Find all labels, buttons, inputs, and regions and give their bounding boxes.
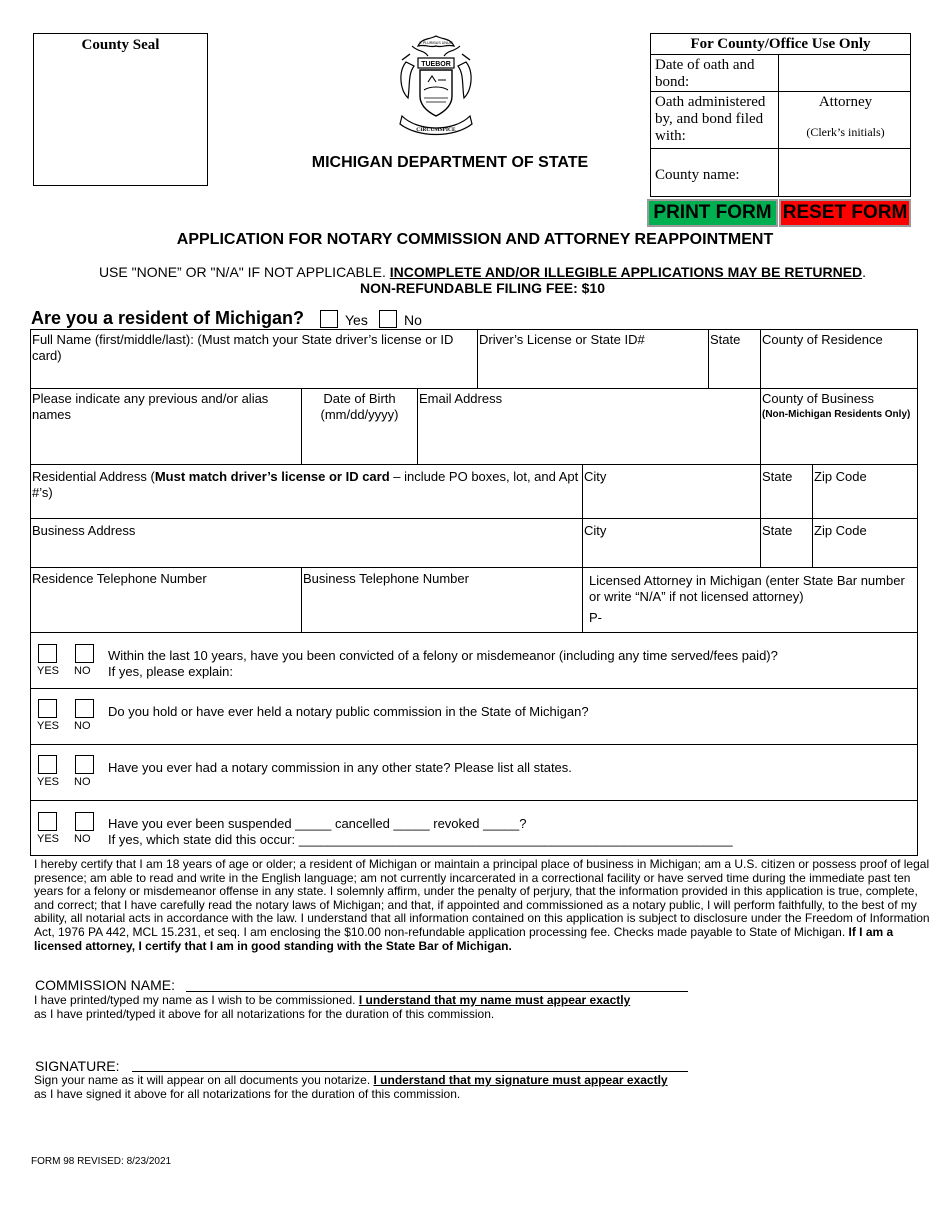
residence-phone-field[interactable] bbox=[30, 567, 302, 633]
q3-text: Have you ever had a notary commission in any other state? Please list all states. bbox=[108, 760, 572, 775]
bus-city-field[interactable] bbox=[582, 518, 761, 568]
department-title: MICHIGAN DEPARTMENT OF STATE bbox=[311, 154, 589, 171]
alias-field[interactable] bbox=[30, 388, 302, 465]
res-address-pre: Residential Address ( bbox=[32, 469, 155, 484]
q4-state: If yes, which state did this occur: ____________________________________________________________ bbox=[108, 832, 733, 847]
county-seal-box bbox=[33, 33, 208, 186]
full-name-label: Full Name (first/middle/last): (Must match your State driver’s license or ID card) bbox=[32, 332, 454, 363]
residential-address-field[interactable] bbox=[30, 464, 583, 519]
county-business-label: County of Business bbox=[762, 391, 875, 406]
county-name-label: County name: bbox=[651, 149, 779, 197]
bus-state-label: State bbox=[762, 523, 793, 538]
county-residence-field[interactable] bbox=[760, 329, 918, 389]
dob-label: Date of Birth bbox=[323, 391, 396, 406]
clerk-initials-label: (Clerk’s initials) bbox=[806, 125, 885, 139]
resident-yes-checkbox[interactable] bbox=[320, 310, 338, 328]
oath-date-label: Date of oath and bond: bbox=[651, 55, 779, 91]
commission-note-line2: as I have printed/typed it above for all notarizations for the duration of this commission. bbox=[34, 1006, 495, 1021]
q1-yes-checkbox[interactable] bbox=[38, 644, 57, 663]
res-city-label: City bbox=[584, 469, 607, 484]
email-field[interactable] bbox=[417, 388, 761, 465]
dob-field[interactable] bbox=[301, 388, 418, 465]
q4-no-checkbox[interactable] bbox=[75, 812, 94, 831]
commission-note-bold: I understand that my name must appear exactly bbox=[358, 993, 631, 1007]
q3-no-label: NO bbox=[74, 776, 91, 788]
q3-yes-label: YES bbox=[37, 776, 60, 788]
full-name-field[interactable] bbox=[30, 329, 478, 389]
michigan-state-seal-icon bbox=[388, 32, 484, 136]
resident-question: Are you a resident of Michigan? bbox=[31, 308, 305, 328]
dl-id-field[interactable] bbox=[477, 329, 709, 389]
office-use-title: For County/Office Use Only bbox=[690, 36, 871, 52]
signature-note-bold: I understand that my signature must appear exactly bbox=[373, 1073, 668, 1087]
q4-yes-label: YES bbox=[37, 833, 60, 845]
q1-explain: If yes, please explain: bbox=[108, 664, 234, 679]
instructions-plain: USE "NONE” OR "N/A" IF NOT APPLICABLE. bbox=[98, 264, 390, 280]
res-city-field[interactable] bbox=[582, 464, 761, 519]
print-form-button[interactable]: PRINT FORM bbox=[647, 199, 778, 227]
q1-no-label: NO bbox=[74, 665, 91, 677]
signature-note bbox=[34, 1074, 668, 1101]
business-address-field[interactable] bbox=[30, 518, 583, 568]
seal-motto-top: E PLURIBUS UNUM bbox=[419, 41, 453, 45]
res-state-label: State bbox=[762, 469, 793, 484]
instructions bbox=[0, 264, 950, 280]
county-name-field[interactable] bbox=[780, 149, 911, 197]
business-address-label: Business Address bbox=[32, 523, 136, 538]
commission-note bbox=[34, 994, 630, 1021]
business-phone-field[interactable] bbox=[301, 567, 583, 633]
q2-text: Do you hold or have ever held a notary public commission in the State of Michigan? bbox=[108, 704, 589, 719]
q1-no-checkbox[interactable] bbox=[75, 644, 94, 663]
county-seal-label: County Seal bbox=[81, 37, 160, 53]
form-revision: FORM 98 REVISED: 8/23/2021 bbox=[31, 1156, 172, 1167]
reset-form-button[interactable]: RESET FORM bbox=[779, 199, 911, 227]
alias-label: Please indicate any previous and/or alias names bbox=[32, 391, 269, 422]
business-phone-label: Business Telephone Number bbox=[303, 571, 469, 586]
dob-format: (mm/dd/yyyy) bbox=[320, 407, 399, 422]
q1-text: Within the last 10 years, have you been convicted of a felony or misdemeanor (including any time served/fees paid)? bbox=[108, 648, 778, 663]
county-business-note: (Non-Michigan Residents Only) bbox=[762, 409, 911, 420]
bus-state-field[interactable] bbox=[760, 518, 813, 568]
instructions-end: . bbox=[862, 264, 867, 280]
signature-note-plain: Sign your name as it will appear on all documents you notarize. bbox=[34, 1073, 374, 1087]
office-use-box bbox=[650, 33, 911, 197]
bus-zip-label: Zip Code bbox=[814, 523, 867, 538]
commission-name-line[interactable] bbox=[186, 991, 688, 992]
residence-phone-label: Residence Telephone Number bbox=[32, 571, 207, 586]
dl-state-label: State bbox=[710, 332, 741, 347]
q3-yes-checkbox[interactable] bbox=[38, 755, 57, 774]
seal-bottom-text: CIRCUMSPICE bbox=[416, 127, 456, 133]
bus-city-label: City bbox=[584, 523, 607, 538]
question-mi-commission bbox=[30, 688, 918, 745]
q4-text: Have you ever been suspended _____ cancelled _____ revoked _____? bbox=[108, 816, 527, 831]
question-suspended bbox=[30, 800, 918, 856]
certification-text bbox=[34, 858, 934, 953]
question-other-state bbox=[30, 744, 918, 801]
county-business-field[interactable] bbox=[760, 388, 918, 465]
commission-name-label: COMMISSION NAME: bbox=[35, 977, 176, 993]
q2-no-checkbox[interactable] bbox=[75, 699, 94, 718]
oath-date-field[interactable] bbox=[780, 55, 911, 91]
question-felony bbox=[30, 632, 918, 689]
q1-yes-label: YES bbox=[37, 665, 60, 677]
res-state-field[interactable] bbox=[760, 464, 813, 519]
attorney-bar-label: Licensed Attorney in Michigan (enter State Bar number or write “N/A” if not licensed attorney) bbox=[589, 573, 905, 604]
commission-note-plain: I have printed/typed my name as I wish to be commissioned. bbox=[34, 993, 359, 1007]
q4-no-label: NO bbox=[74, 833, 91, 845]
certification-plain: I hereby certify that I am 18 years of age or older; a resident of Michigan or maintain a principal place of business in Michigan; am a U.S. citizen or possess proof of legal presence; am able to read and write in the English language; am not currently incarcerated in a correctional facility or have served time during the immediate past ten years for a felony or misdemeanor offense in any state. I solemnly affirm, under the penalty of perjury, that the information provided in this application is true, complete, and correct; that I have carefully read the notary laws of Michigan; and that, if appointed and commissioned as a notary public, I will perform faithfully, to the best of my ability, all notarial acts in accordance with the law. I understand that all information contained on this application is subject to disclosure under the Freedom of Information Act, 1976 PA 442, MCL 15.231, et seq. I am enclosing the $10.00 non-refundable application processing fee. Checks made payable to State of Michigan. bbox=[34, 857, 930, 939]
resident-yes-label: Yes bbox=[345, 312, 368, 328]
signature-note-line2: as I have signed it above for all notarizations for the duration of this commission. bbox=[34, 1086, 461, 1101]
res-address-post: – include PO boxes, lot, and Apt #’s) bbox=[32, 469, 579, 500]
seal-banner-text: TUEBOR bbox=[421, 61, 451, 68]
signature-line[interactable] bbox=[132, 1071, 688, 1072]
attorney-bar-field[interactable] bbox=[582, 567, 918, 633]
dl-state-field[interactable] bbox=[708, 329, 761, 389]
filing-fee: NON-REFUNDABLE FILING FEE: $10 bbox=[359, 280, 605, 296]
resident-no-label: No bbox=[404, 312, 422, 328]
resident-no-checkbox[interactable] bbox=[379, 310, 397, 328]
county-residence-label: County of Residence bbox=[762, 332, 883, 347]
res-zip-field[interactable] bbox=[812, 464, 918, 519]
res-address-bold: Must match driver’s license or ID card bbox=[154, 469, 390, 484]
application-title: APPLICATION FOR NOTARY COMMISSION AND ATTORNEY REAPPOINTMENT bbox=[176, 231, 774, 248]
dl-id-label: Driver’s License or State ID# bbox=[479, 332, 645, 347]
q2-yes-label: YES bbox=[37, 720, 60, 732]
instructions-bold: INCOMPLETE AND/OR ILLEGIBLE APPLICATIONS MAY BE RETURNED bbox=[389, 264, 863, 280]
q3-no-checkbox[interactable] bbox=[75, 755, 94, 774]
oath-admin-field[interactable] bbox=[780, 92, 911, 148]
signature-label: SIGNATURE: bbox=[35, 1058, 120, 1074]
q2-no-label: NO bbox=[74, 720, 91, 732]
bar-prefix: P- bbox=[589, 610, 602, 625]
oath-admin-label: Oath administered by, and bond filed with: bbox=[651, 92, 779, 148]
res-zip-label: Zip Code bbox=[814, 469, 867, 484]
attorney-label: Attorney bbox=[818, 94, 873, 110]
q4-yes-checkbox[interactable] bbox=[38, 812, 57, 831]
q2-yes-checkbox[interactable] bbox=[38, 699, 57, 718]
email-label: Email Address bbox=[419, 391, 503, 406]
certification-bold: If I am a licensed attorney, I certify that I am in good standing with the State Bar of Michigan. bbox=[34, 924, 894, 953]
bus-zip-field[interactable] bbox=[812, 518, 918, 568]
